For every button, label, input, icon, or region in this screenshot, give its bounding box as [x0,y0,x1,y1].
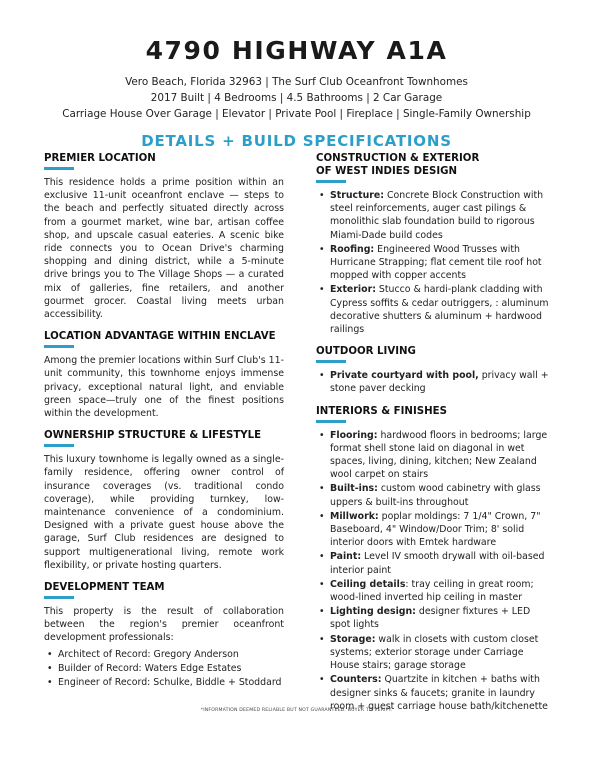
ownership-section [44,429,284,572]
heading-underline [316,360,346,363]
heading-underline [316,420,346,423]
item-label: Private courtyard with pool, [330,370,479,382]
construction-heading-line2: OF WEST INDIES DESIGN [316,166,458,177]
item-text: poplar moldings: 7 1/4" Crown, 7" Baseboard, 4" Window/Door Trim; 8' solid interior doors with Emtek hardware [330,510,541,549]
list-item [316,429,552,482]
outdoor-living-list [316,369,552,395]
premier-location-text: This residence holds a prime position within an exclusive 11-unit oceanfront enclave — steps to the beach and perfectly situated directly across from a gourmet market, wine bar, artisan coffee shop, and upscale casual eateries. A scenic bike ride connects you to Ocean Drive's charming shopping and dining district, while a 5-minute drive brings you to The Village Shops — a curated mix of galleries, fine retailers, and another gourmet grocer. Coastal living meets urban accessibility. [44,177,284,321]
item-text: designer fixtures + LED spot lights [330,606,531,631]
construction-heading: CONSTRUCTION & EXTERIOR [316,153,480,164]
page-title: 4790 HIGHWAY A1A [145,36,448,65]
outdoor-living-section [316,345,552,395]
location-advantage-heading: LOCATION ADVANTAGE WITHIN ENCLAVE [44,331,276,343]
item-text: walk in closets with custom closet systems; exterior storage under Carriage House stairs; garage storage [330,633,539,672]
list-item [316,550,552,576]
location-advantage-section [44,330,284,420]
heading-underline [44,167,74,170]
premier-location-heading: PREMIER LOCATION [44,153,156,164]
item-text: Stucco & hardi-plank cladding with Cypress soffits & cedar outriggers, : aluminum decorative shutters & aluminum + hardwood railings [330,284,549,336]
outdoor-living-heading: OUTDOOR LIVING [316,346,416,358]
interiors-section [316,405,552,713]
premier-location-section [44,152,284,321]
item-label: Paint: [330,551,362,563]
item-text: Quartzite in kitchen + baths with designer sinks & faucets; granite in laundry room + guest carriage house bath/kitchenette [330,674,548,712]
item-text: custom wood cabinetry with glass uppers & built-ins throughout [330,483,541,508]
right-column [316,152,552,722]
item-label: Flooring: [330,429,378,441]
list-item [316,605,552,631]
item-text: : tray ceiling in great room; wood-lined inverted hip ceiling in master [330,578,534,604]
features-line: 2017 Built | 4 Bedrooms | 4.5 Bathrooms | 2 Car Garage [150,92,443,104]
item-text: Engineered Wood Trusses with Hurricane Strapping; flat cement tile roof hot mopped with copper accents [330,243,542,282]
disclaimer-footnote: *INFORMATION DEEMED RELIABLE BUT NOT GUARANTEED. BUYER TO VERIFY. [200,708,393,713]
construction-list [316,189,552,336]
list-item [316,673,552,713]
interiors-list [316,429,552,713]
ownership-heading: OWNERSHIP STRUCTURE & LIFESTYLE [44,430,262,442]
heading-underline [44,444,74,447]
item-label: Built-ins: [330,483,378,495]
heading-underline [44,345,74,348]
construction-section [316,152,552,336]
item-label: Structure: [330,190,384,201]
list-item [316,283,552,336]
heading-underline [316,180,346,183]
item-label: Roofing: [330,243,375,255]
list-item [316,189,552,242]
left-column [44,152,284,698]
ownership-text: This luxury townhome is legally owned as a single-family residence, offering owner control of insurance coverages (vs. traditional condo coverage), while providing turnkey, low-maintenance convenience of a condominium. Designed with a private guest house above the garage, Surf Club residences are designed to support multigenerational living, remote work flexibility, or private hosting quarters. [44,454,284,571]
list-item [316,633,552,673]
item-text: Concrete Block Construction with steel reinforcements, auger cast pilings & monolithic slab foundation build to rigorous Miami-Dade build codes [330,190,544,241]
list-item [316,369,552,395]
development-team-heading: DEVELOPMENT TEAM [44,582,165,594]
development-team-list [44,648,284,690]
item-text: privacy wall + stone paver decking [330,370,549,395]
item-label: Counters: [330,674,382,686]
item-label: Lighting design: [330,606,416,618]
development-team-text: This property is the result of collaboration between the region's premier oceanfront development professionals: [44,606,284,644]
item-label: Exterior: [330,284,376,296]
interiors-heading: INTERIORS & FINISHES [316,405,447,417]
list-item [316,482,552,508]
heading-underline [44,596,74,599]
item-label: Millwork: [330,510,379,522]
list-item [316,510,552,550]
location-advantage-text: Among the premier locations within Surf Club's 11-unit community, this townhome enjoys immense privacy, exceptional natural light, and enviable green space—truly one of the finest positions within the development. [44,355,284,420]
item-label: Ceiling details [330,578,406,590]
list-item [316,578,552,604]
section-title: DETAILS + BUILD SPECIFICATIONS [141,132,452,150]
address-line: Vero Beach, Florida 32963 | The Surf Club Oceanfront Townhomes [125,76,468,88]
header [0,36,593,150]
item-label: Storage: [330,633,376,645]
list-item: • Architect of Record: Gregory Anderson [44,648,284,661]
development-team-section [44,581,284,689]
list-item [316,243,552,283]
amenities-line: Carriage House Over Garage | Elevator | Private Pool | Fireplace | Single-Family Ownership [62,108,531,120]
list-item: • Engineer of Record: Schulke, Biddle + Stoddard [44,676,284,689]
list-item: • Builder of Record: Waters Edge Estates [44,662,284,675]
item-text: hardwood floors in bedrooms; large format shell stone laid on diagonal in wet spaces, living, dining, kitchen; New Zealand wool carpet on stairs [330,429,548,481]
item-text: Level IV smooth drywall with oil-based interior paint [330,551,545,576]
